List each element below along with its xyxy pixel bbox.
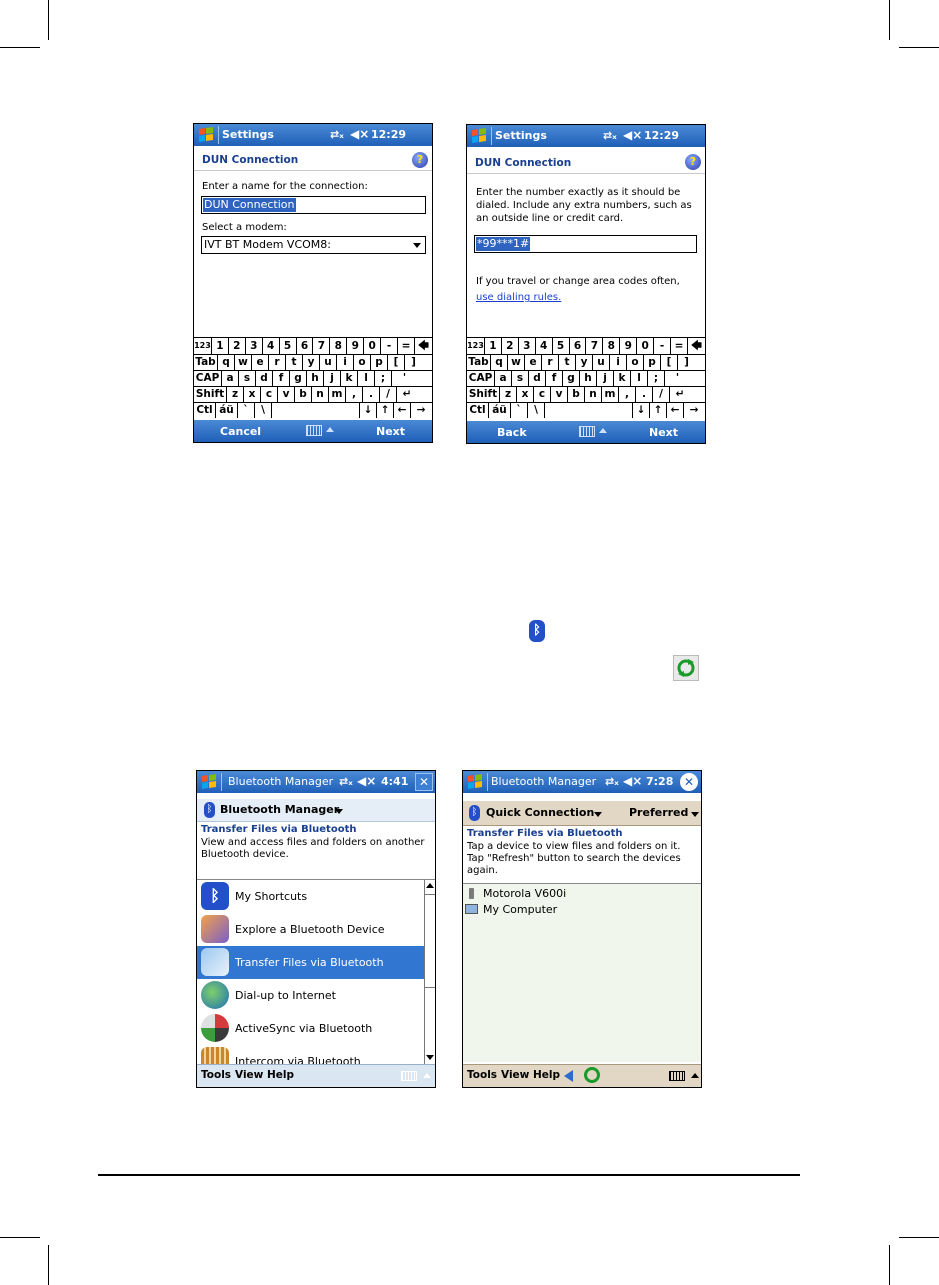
key-p[interactable]: p xyxy=(371,354,388,370)
list-item-label: Dial-up to Internet xyxy=(235,989,336,1002)
travel-text: If you travel or change area codes often, xyxy=(476,276,680,287)
view-menu[interactable]: View xyxy=(235,1069,264,1081)
help-icon[interactable]: ? xyxy=(412,152,428,168)
volume-muted-icon[interactable]: ◀× xyxy=(623,774,643,788)
help-menu[interactable]: Help xyxy=(267,1069,295,1081)
keyboard-row xyxy=(194,386,432,403)
list-item[interactable] xyxy=(197,1045,424,1064)
key-enter[interactable]: ↵ xyxy=(402,388,412,400)
key-b[interactable]: b xyxy=(568,386,585,402)
key-6[interactable]: 6 xyxy=(570,338,587,354)
activesync-icon xyxy=(201,1014,229,1042)
refresh-icon xyxy=(673,655,699,681)
backspace-key[interactable]: 🡄 xyxy=(691,340,702,352)
key-l[interactable]: l xyxy=(631,370,648,386)
keyboard-row xyxy=(467,386,705,403)
description-text: View and access files and folders on another Bluetooth device. xyxy=(201,837,425,860)
key-h[interactable]: h xyxy=(580,370,597,386)
scroll-down-icon[interactable] xyxy=(426,1055,434,1060)
page-heading: DUN Connection xyxy=(202,154,299,166)
connection-name-value: DUN Connection xyxy=(204,198,295,211)
key-slash[interactable]: / xyxy=(380,386,397,402)
description-panel xyxy=(197,822,435,880)
view-selector-bar xyxy=(197,799,435,822)
refresh-icon[interactable] xyxy=(584,1067,600,1083)
crop-mark xyxy=(0,47,40,48)
key-9[interactable]: 9 xyxy=(620,338,637,354)
key-m[interactable]: m xyxy=(329,386,346,402)
list-item-label: Motorola V600i xyxy=(483,887,567,900)
key-5[interactable]: 5 xyxy=(553,338,570,354)
key-backtick[interactable]: ` xyxy=(238,402,255,418)
key-a[interactable]: a xyxy=(495,370,512,386)
input-menu-arrow-icon[interactable] xyxy=(326,427,334,432)
description-title: Transfer Files via Bluetooth xyxy=(467,828,623,839)
key-lbracket[interactable]: [ xyxy=(661,354,678,370)
keyboard-icon[interactable] xyxy=(401,1071,417,1081)
list-item-label: ActiveSync via Bluetooth xyxy=(235,1022,373,1035)
key-accents[interactable]: áü xyxy=(489,402,511,418)
title-separator xyxy=(487,773,488,791)
scroll-thumb[interactable] xyxy=(425,894,435,988)
key-u[interactable]: u xyxy=(320,354,337,370)
title-bar xyxy=(467,125,705,147)
page-heading-bar xyxy=(194,150,432,171)
key-k[interactable]: k xyxy=(614,370,631,386)
key-down[interactable]: ↓ xyxy=(633,402,650,418)
key-minus[interactable]: - xyxy=(654,338,671,354)
key-equals[interactable]: = xyxy=(671,338,688,354)
view-selector-bar xyxy=(463,801,701,826)
windows-start-icon[interactable] xyxy=(469,127,489,145)
clock[interactable]: 4:41 xyxy=(381,775,409,788)
chevron-down-icon[interactable] xyxy=(594,812,602,817)
title-bar xyxy=(194,124,432,146)
key-u[interactable]: u xyxy=(593,354,610,370)
volume-muted-icon[interactable]: ◀× xyxy=(357,774,377,788)
key-o[interactable]: o xyxy=(354,354,371,370)
phone-number-value: *99***1# xyxy=(477,237,530,250)
key-z[interactable]: z xyxy=(500,386,517,402)
page-heading: DUN Connection xyxy=(475,157,572,169)
crop-mark xyxy=(899,47,939,48)
scrollbar[interactable] xyxy=(424,880,436,1064)
keyboard-row xyxy=(194,370,432,387)
list-item[interactable] xyxy=(197,880,424,913)
menu-bar xyxy=(197,1064,435,1087)
key-right[interactable]: → xyxy=(689,404,699,416)
key-c[interactable]: c xyxy=(261,386,278,402)
key-7[interactable]: 7 xyxy=(313,338,330,354)
list-item[interactable] xyxy=(465,902,695,918)
key-quote[interactable]: ' xyxy=(402,372,407,384)
description-title: Transfer Files via Bluetooth xyxy=(201,824,357,835)
screen-bt-manager xyxy=(196,770,436,1088)
next-button[interactable]: Next xyxy=(649,426,679,439)
key-rbracket[interactable]: ] xyxy=(684,356,689,368)
connection-name-label: Enter a name for the connection: xyxy=(202,181,368,192)
clock[interactable]: 7:28 xyxy=(646,775,674,788)
key-down[interactable]: ↓ xyxy=(360,402,377,418)
key-q[interactable]: q xyxy=(491,354,508,370)
key-x[interactable]: x xyxy=(244,386,261,402)
key-k[interactable]: k xyxy=(341,370,358,386)
back-arrow-icon[interactable] xyxy=(564,1070,573,1082)
app-title: Bluetooth Manager xyxy=(491,775,597,788)
key-v[interactable]: v xyxy=(278,386,295,402)
key-rbracket[interactable]: ] xyxy=(411,356,416,368)
key-x[interactable]: x xyxy=(517,386,534,402)
windows-start-icon[interactable] xyxy=(465,773,485,791)
list-item-selected[interactable] xyxy=(197,946,424,979)
soft-key-bar xyxy=(194,420,432,442)
key-i[interactable]: i xyxy=(337,354,354,370)
tools-menu[interactable]: Tools xyxy=(201,1069,232,1081)
key-left[interactable]: ← xyxy=(394,402,411,418)
key-q[interactable]: q xyxy=(218,354,235,370)
connectivity-icon[interactable]: ⇄ₓ xyxy=(330,128,344,141)
list-item-label: Intercom via Bluetooth xyxy=(235,1055,361,1064)
list-item-label: My Computer xyxy=(483,903,558,916)
key-6[interactable]: 6 xyxy=(297,338,314,354)
key-i[interactable]: i xyxy=(610,354,627,370)
key-2[interactable]: 2 xyxy=(229,338,246,354)
app-title: Settings xyxy=(222,128,274,141)
key-left[interactable]: ← xyxy=(667,402,684,418)
key-semicolon[interactable]: ; xyxy=(375,370,392,386)
connection-name-input[interactable] xyxy=(201,196,426,214)
volume-muted-icon[interactable]: ◀× xyxy=(350,127,370,141)
connectivity-icon[interactable]: ⇄ₓ xyxy=(339,775,353,788)
close-icon[interactable]: ✕ xyxy=(680,773,698,791)
key-o[interactable]: o xyxy=(627,354,644,370)
key-tab[interactable]: Tab xyxy=(194,354,218,370)
key-0[interactable]: 0 xyxy=(637,338,654,354)
key-backslash[interactable]: \ xyxy=(528,402,545,418)
view-menu[interactable]: View xyxy=(501,1069,530,1081)
soft-keyboard xyxy=(467,337,705,420)
dialing-rules-link[interactable]: use dialing rules. xyxy=(476,292,562,303)
phone-number-input[interactable] xyxy=(474,235,697,253)
keyboard-row xyxy=(194,354,432,371)
key-g[interactable]: g xyxy=(290,370,307,386)
list-item-label: Explore a Bluetooth Device xyxy=(235,923,385,936)
key-a[interactable]: a xyxy=(222,370,239,386)
key-9[interactable]: 9 xyxy=(347,338,364,354)
key-4[interactable]: 4 xyxy=(536,338,553,354)
key-4[interactable]: 4 xyxy=(263,338,280,354)
chevron-down-icon[interactable] xyxy=(691,812,699,817)
keyboard-icon[interactable] xyxy=(306,425,322,436)
key-w[interactable]: w xyxy=(508,354,525,370)
modem-select[interactable] xyxy=(201,236,426,254)
crop-mark xyxy=(48,0,49,40)
windows-start-icon[interactable] xyxy=(199,773,219,791)
key-accents[interactable]: áü xyxy=(216,402,238,418)
key-7[interactable]: 7 xyxy=(586,338,603,354)
shortcut-folder-icon: ᛒ xyxy=(201,882,229,910)
menu-bar xyxy=(463,1064,701,1087)
view-selector[interactable]: Bluetooth Manager xyxy=(220,803,340,816)
keyboard-row xyxy=(467,354,705,371)
key-z[interactable]: z xyxy=(227,386,244,402)
clock[interactable]: 12:29 xyxy=(371,128,407,141)
screen-dun-name xyxy=(193,123,433,443)
key-space[interactable] xyxy=(272,402,360,418)
footer-rule xyxy=(98,1174,800,1176)
key-n[interactable]: n xyxy=(312,386,329,402)
key-shift[interactable]: Shift xyxy=(467,386,500,402)
key-t[interactable]: t xyxy=(286,354,303,370)
title-bar xyxy=(463,771,701,793)
app-title: Bluetooth Manager xyxy=(228,775,334,788)
input-menu-arrow-icon[interactable] xyxy=(423,1073,431,1078)
mobile-phone-icon xyxy=(469,888,474,899)
key-comma[interactable]: , xyxy=(619,386,636,402)
title-separator xyxy=(221,773,222,791)
key-s[interactable]: s xyxy=(512,370,529,386)
keyboard-icon[interactable] xyxy=(669,1071,685,1081)
soft-keyboard xyxy=(194,337,432,420)
key-h[interactable]: h xyxy=(307,370,324,386)
chevron-down-icon xyxy=(413,243,421,248)
next-button[interactable]: Next xyxy=(376,425,406,438)
key-n[interactable]: n xyxy=(585,386,602,402)
key-w[interactable]: w xyxy=(235,354,252,370)
list-item[interactable] xyxy=(197,979,424,1012)
key-e[interactable]: e xyxy=(252,354,269,370)
key-123[interactable]: 123 xyxy=(467,338,485,354)
keyboard-row xyxy=(467,402,705,418)
crop-mark xyxy=(0,1237,40,1238)
key-123[interactable]: 123 xyxy=(194,338,212,354)
list-item[interactable] xyxy=(465,886,695,902)
key-d[interactable]: d xyxy=(256,370,273,386)
modem-label: Select a modem: xyxy=(202,222,287,233)
key-l[interactable]: l xyxy=(358,370,375,386)
modem-value: IVT BT Modem VCOM8: xyxy=(204,238,331,251)
description-text: Tap a device to view files and folders on it. Tap "Refresh" button to search the devices again. xyxy=(467,841,681,876)
key-8[interactable]: 8 xyxy=(330,338,347,354)
key-equals[interactable]: = xyxy=(398,338,415,354)
key-tab[interactable]: Tab xyxy=(467,354,491,370)
computer-icon xyxy=(465,904,478,914)
key-p[interactable]: p xyxy=(644,354,661,370)
key-period[interactable]: . xyxy=(363,386,380,402)
key-f[interactable]: f xyxy=(546,370,563,386)
key-space[interactable] xyxy=(545,402,633,418)
page-heading-bar xyxy=(467,153,705,174)
back-button[interactable]: Back xyxy=(497,426,527,439)
title-separator xyxy=(491,127,492,145)
help-menu[interactable]: Help xyxy=(533,1069,561,1081)
key-v[interactable]: v xyxy=(551,386,568,402)
key-up[interactable]: ↑ xyxy=(650,402,667,418)
key-s[interactable]: s xyxy=(239,370,256,386)
device-list xyxy=(463,884,701,1062)
backspace-key[interactable]: 🡄 xyxy=(418,340,429,352)
input-menu-arrow-icon[interactable] xyxy=(599,428,607,433)
keyboard-row xyxy=(194,338,432,355)
key-m[interactable]: m xyxy=(602,386,619,402)
file-transfer-icon xyxy=(201,948,229,976)
keyboard-row xyxy=(467,338,705,355)
key-semicolon[interactable]: ; xyxy=(648,370,665,386)
crop-mark xyxy=(889,0,890,40)
close-icon[interactable]: ✕ xyxy=(415,773,433,791)
key-ctl[interactable]: Ctl xyxy=(194,402,216,418)
key-g[interactable]: g xyxy=(563,370,580,386)
list-item-label: Transfer Files via Bluetooth xyxy=(235,956,384,969)
connectivity-icon[interactable]: ⇄ₓ xyxy=(603,129,617,142)
key-comma[interactable]: , xyxy=(346,386,363,402)
key-right[interactable]: → xyxy=(416,404,426,416)
key-backslash[interactable]: \ xyxy=(255,402,272,418)
keyboard-row xyxy=(194,402,432,418)
keyboard-row xyxy=(467,370,705,387)
connectivity-icon[interactable]: ⇄ₓ xyxy=(605,775,619,788)
scroll-up-icon[interactable] xyxy=(426,883,434,888)
clock[interactable]: 12:29 xyxy=(644,129,680,142)
key-caps[interactable]: CAP xyxy=(194,370,222,386)
crop-mark xyxy=(48,1245,49,1285)
help-icon[interactable]: ? xyxy=(685,154,701,170)
key-y[interactable]: y xyxy=(576,354,593,370)
preferred-selector[interactable]: Preferred xyxy=(629,806,689,819)
key-1[interactable]: 1 xyxy=(485,338,502,354)
key-8[interactable]: 8 xyxy=(603,338,620,354)
view-selector[interactable]: Quick Connection xyxy=(486,806,595,819)
cancel-button[interactable]: Cancel xyxy=(220,425,262,438)
shortcut-list xyxy=(197,880,424,1064)
soft-key-bar xyxy=(467,421,705,443)
key-quote[interactable]: ' xyxy=(675,372,680,384)
volume-muted-icon[interactable]: ◀× xyxy=(623,128,643,142)
key-ctl[interactable]: Ctl xyxy=(467,402,489,418)
key-5[interactable]: 5 xyxy=(280,338,297,354)
list-item-label: My Shortcuts xyxy=(235,890,308,903)
key-j[interactable]: j xyxy=(324,370,341,386)
bluetooth-icon: ᛒ xyxy=(529,620,545,642)
crop-mark xyxy=(889,1245,890,1285)
key-up[interactable]: ↑ xyxy=(377,402,394,418)
key-lbracket[interactable]: [ xyxy=(388,354,405,370)
key-f[interactable]: f xyxy=(273,370,290,386)
key-b[interactable]: b xyxy=(295,386,312,402)
screen-dun-number xyxy=(466,124,706,444)
intercom-icon xyxy=(201,1047,229,1064)
key-t[interactable]: t xyxy=(559,354,576,370)
key-y[interactable]: y xyxy=(303,354,320,370)
key-2[interactable]: 2 xyxy=(502,338,519,354)
keyboard-icon[interactable] xyxy=(579,426,595,437)
device-explore-icon xyxy=(201,915,229,943)
key-minus[interactable]: - xyxy=(381,338,398,354)
key-0[interactable]: 0 xyxy=(364,338,381,354)
key-r[interactable]: r xyxy=(269,354,286,370)
chevron-down-icon[interactable] xyxy=(335,809,343,814)
key-d[interactable]: d xyxy=(529,370,546,386)
instructions-text: Enter the number exactly as it should be dialed. Include any extra numbers, such as an outside line or credit card. xyxy=(476,187,692,224)
list-item[interactable] xyxy=(197,1012,424,1045)
app-title: Settings xyxy=(495,129,547,142)
key-caps[interactable]: CAP xyxy=(467,370,495,386)
description-panel xyxy=(463,826,701,884)
title-bar xyxy=(197,771,435,793)
key-backtick[interactable]: ` xyxy=(511,402,528,418)
windows-start-icon[interactable] xyxy=(196,126,216,144)
key-shift[interactable]: Shift xyxy=(194,386,227,402)
key-3[interactable]: 3 xyxy=(519,338,536,354)
key-enter[interactable]: ↵ xyxy=(675,388,685,400)
tools-menu[interactable]: Tools xyxy=(467,1069,498,1081)
crop-mark xyxy=(899,1237,939,1238)
input-menu-arrow-icon[interactable] xyxy=(691,1073,699,1078)
key-e[interactable]: e xyxy=(525,354,542,370)
key-period[interactable]: . xyxy=(636,386,653,402)
key-slash[interactable]: / xyxy=(653,386,670,402)
key-3[interactable]: 3 xyxy=(246,338,263,354)
screen-quick-connection xyxy=(462,770,702,1088)
key-r[interactable]: r xyxy=(542,354,559,370)
list-item[interactable] xyxy=(197,913,424,946)
bluetooth-icon: ᛒ xyxy=(469,805,480,821)
dialup-globe-icon xyxy=(201,981,229,1009)
key-j[interactable]: j xyxy=(597,370,614,386)
bluetooth-icon: ᛒ xyxy=(204,802,215,818)
title-separator xyxy=(218,126,219,144)
key-c[interactable]: c xyxy=(534,386,551,402)
key-1[interactable]: 1 xyxy=(212,338,229,354)
